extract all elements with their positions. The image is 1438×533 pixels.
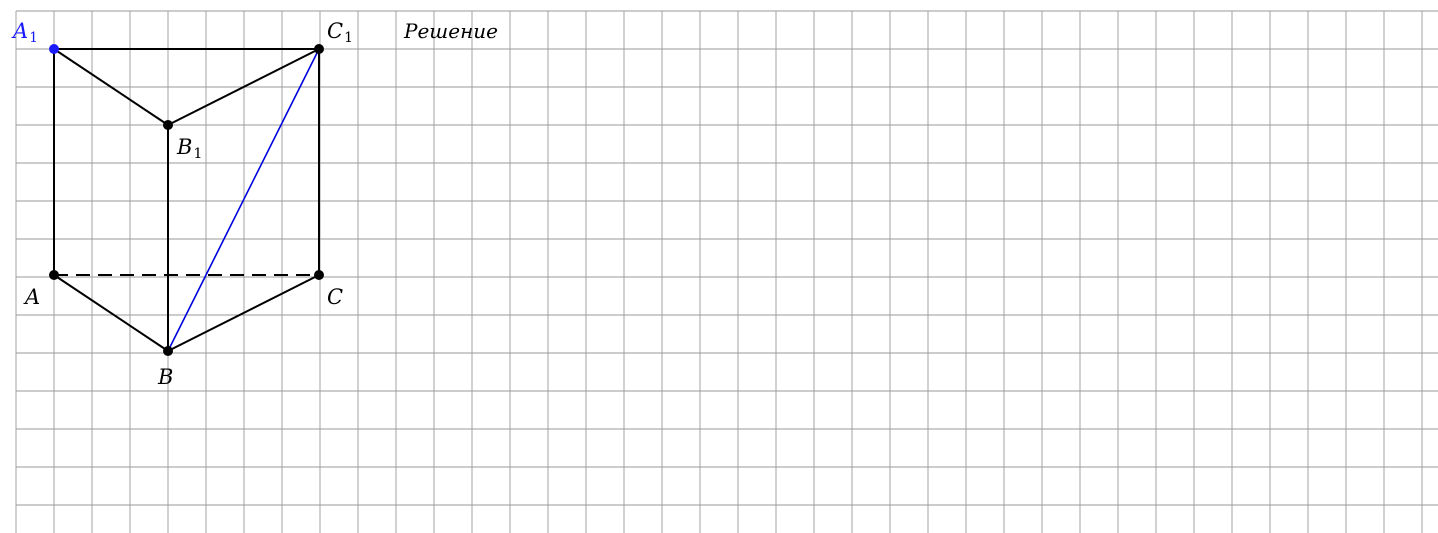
vertex-label-b1: B1 [177, 135, 203, 162]
vertex-label-subscript: 1 [344, 30, 353, 46]
vertex-label-subscript: 1 [29, 30, 39, 46]
vertex-label-c1: C1 [327, 19, 353, 46]
edge-b-c1 [168, 49, 319, 351]
vertex-c1 [314, 44, 324, 54]
vertex-label-a1: A1 [13, 19, 39, 46]
prism-vertices [49, 44, 324, 356]
vertex-a1 [49, 44, 59, 54]
vertex-labels [11, 19, 353, 389]
edge-a-b [54, 275, 168, 351]
vertex-b1 [163, 120, 173, 130]
vertex-a [49, 270, 59, 280]
vertex-label-c: C [327, 285, 344, 309]
vertex-label-b: B [158, 365, 174, 389]
solution-caption: Решение [404, 19, 498, 43]
vertex-label-a: A [25, 285, 41, 309]
vertex-label-subscript: 1 [193, 146, 203, 162]
vertex-b [163, 346, 173, 356]
prism-edges [54, 49, 319, 351]
vertex-c [314, 270, 324, 280]
grid-paper [16, 11, 1438, 533]
edge-b-c [168, 275, 319, 351]
